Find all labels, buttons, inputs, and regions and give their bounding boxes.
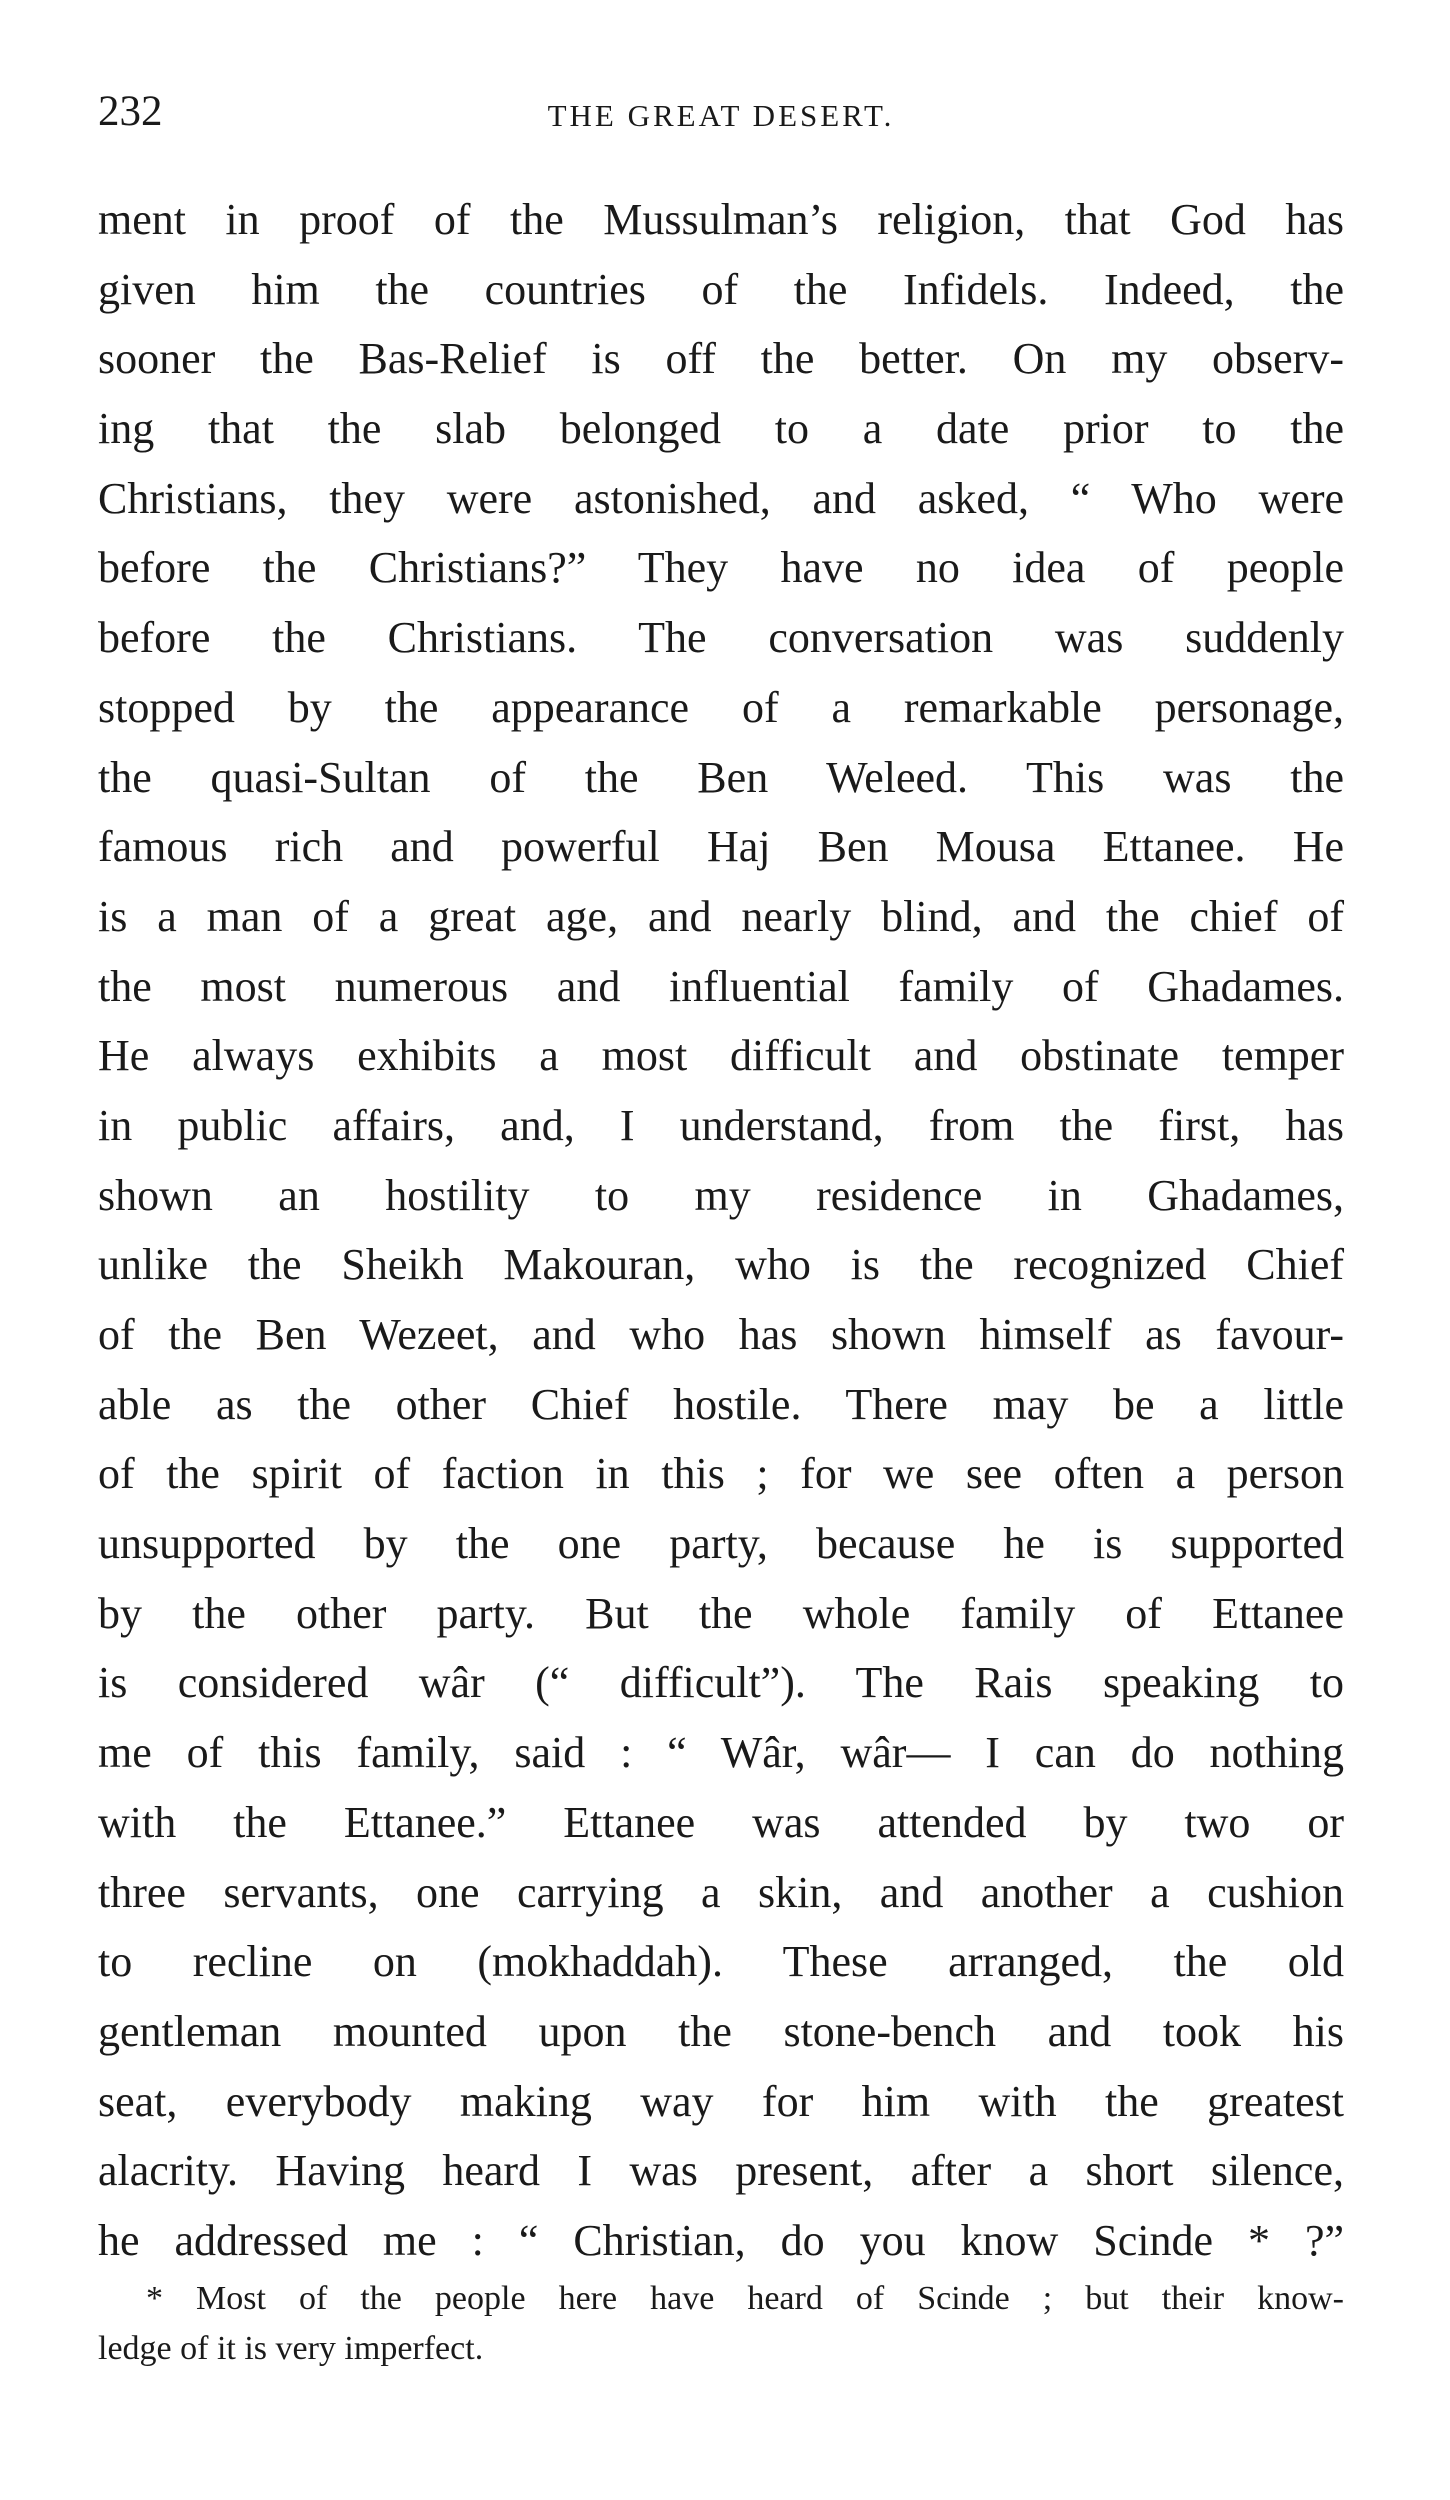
text-line: me of this family, said : “ Wâr, wâr— I can do nothing [98, 1728, 1344, 1778]
text-line: of the Ben Wezeet, and who has shown himself as favour- [98, 1310, 1344, 1359]
text-line: three servants, one carrying a skin, and another a cushion [98, 1867, 1344, 1917]
text-line: sooner the Bas-Relief is off the better. On my observ- [98, 334, 1344, 384]
text-line: before the Christians. The conversation was suddenly [98, 613, 1344, 663]
footnote-line: ledge of it is very imperfect. [98, 2330, 484, 2367]
text-line: gentleman mounted upon the stone-bench and took his [98, 2006, 1344, 2056]
footnote [98, 2274, 1344, 2374]
text-line: is a man of a great age, and nearly blind, and the chief of [98, 891, 1344, 941]
text-line: unsupported by the one party, because he is supported [98, 1519, 1344, 1569]
body-text [98, 185, 1344, 2276]
text-line: the quasi-Sultan of the Ben Weleed. This was the [98, 752, 1344, 802]
text-line: He always exhibits a most difficult and obstinate temper [98, 1031, 1344, 1081]
text-line: he addressed me : “ Christian, do you know Scinde * ?” [98, 2215, 1344, 2265]
page-number: 232 [98, 88, 163, 135]
text-line: able as the other Chief hostile. There may be a little [98, 1379, 1344, 1429]
page-header [98, 82, 1344, 142]
text-line: famous rich and powerful Haj Ben Mousa Ettanee. He [98, 822, 1344, 872]
text-line: by the other party. But the whole family of Ettanee [98, 1588, 1344, 1638]
text-line: alacrity. Having heard I was present, after a short silence, [98, 2146, 1344, 2196]
text-line: of the spirit of faction in this ; for we see often a person [98, 1449, 1344, 1499]
text-line: seat, everybody making way for him with the greatest [98, 2076, 1344, 2126]
text-line: to recline on (mokhaddah). These arranged, the old [98, 1937, 1344, 1987]
text-line: Christians, they were astonished, and asked, “ Who were [98, 473, 1344, 523]
footnote-line: * Most of the people here have heard of Scinde ; but their know- [146, 2280, 1344, 2317]
text-line: the most numerous and influential family of Ghadames. [98, 961, 1344, 1011]
text-line: ment in proof of the Mussulman’s religion, that God has [98, 195, 1344, 244]
text-line: shown an hostility to my residence in Ghadames, [98, 1170, 1344, 1220]
text-line: given him the countries of the Infidels. Indeed, the [98, 264, 1344, 314]
text-line: is considered wâr (“ difficult”). The Rais speaking to [98, 1658, 1344, 1708]
running-head: THE GREAT DESERT. [547, 98, 895, 133]
text-line: before the Christians?” They have no idea of people [98, 543, 1344, 593]
text-line: stopped by the appearance of a remarkable personage, [98, 682, 1344, 732]
text-line: ing that the slab belonged to a date prior to the [98, 404, 1344, 454]
text-line: in public affairs, and, I understand, from the first, has [98, 1100, 1344, 1150]
text-line: unlike the Sheikh Makouran, who is the recognized Chief [98, 1240, 1344, 1290]
text-line: with the Ettanee.” Ettanee was attended by two or [98, 1797, 1344, 1847]
